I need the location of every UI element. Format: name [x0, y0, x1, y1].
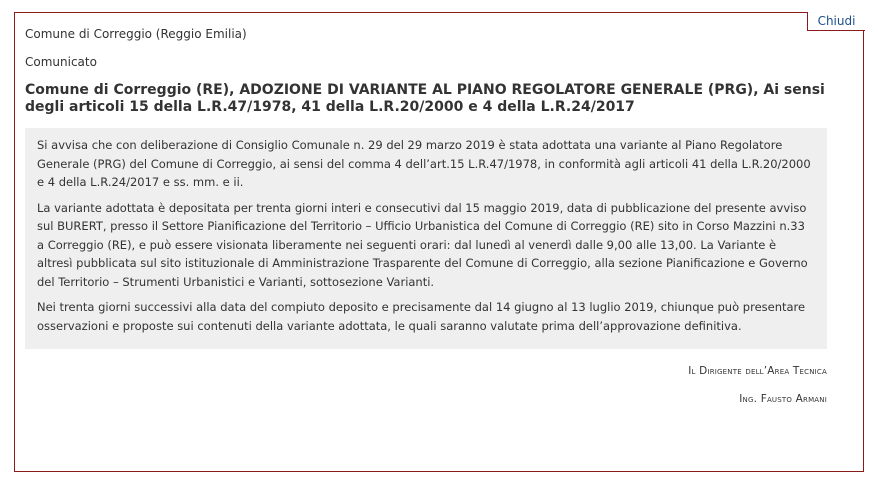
notice-region: Comune di Correggio (Reggio Emilia)	[25, 27, 247, 41]
body-paragraph-2: La variante adottata è depositata per trenta giorni interi e consecutivi dal 15 maggio 2019, data di pubblicazione del presente avviso sul BURERT, presso il Settore Pianificazione del Territorio – Ufficio Urbanistica del Comune di Correggio (RE) sito in Corso Mazzini n.33 a Correggio (RE), e può essere visionata liberamente nei seguenti orari: dal lunedì al venerdì dalle 9,00 alle 13,00. La Variante è altresì pubblicata sul sito istituzionale di Amministrazione Trasparente del Comune di Correggio, alla sezione Pianificazione e Governo del Territorio – Strumenti Urbanistici e Varianti, sottosezione Varianti.	[37, 200, 808, 289]
notice-title: Comune di Correggio (RE), ADOZIONE DI VARIANTE AL PIANO REGOLATORE GENERALE (PRG), Ai sensi degli articoli 15 della L.R.47/1978, 41 della L.R.20/2000 e 4 della L.R.24/2017	[25, 82, 825, 115]
body-paragraph-3: Nei trenta giorni successivi alla data del compiuto deposito e precisamente dal 14 giugno al 13 luglio 2019, chiunque può presentare osservazioni e proposte sui contenuti della variante adottata, le quali saranno valutate prima dell’approvazione definitiva.	[37, 300, 806, 333]
body-paragraph-1: Si avvisa che con deliberazione di Consiglio Comunale n. 29 del 29 marzo 2019 è stata adottata una variante al Piano Regolatore Generale (PRG) del Comune di Correggio, ai sensi del comma 4 dell’art.15 L.R.47/1978, in conformità agli articoli 41 della L.R.20/2000 e 4 della L.R.24/2017 e ss. mm. e ii.	[37, 138, 811, 189]
notice-content	[25, 26, 827, 406]
notice-type: Comunicato	[25, 55, 97, 69]
signature-role: Il Dirigente dell’Area Tecnica	[688, 365, 827, 377]
close-button[interactable]: Chiudi	[807, 12, 865, 31]
notice-body	[25, 128, 827, 349]
signature-name: Ing. Fausto Armani	[739, 393, 827, 405]
